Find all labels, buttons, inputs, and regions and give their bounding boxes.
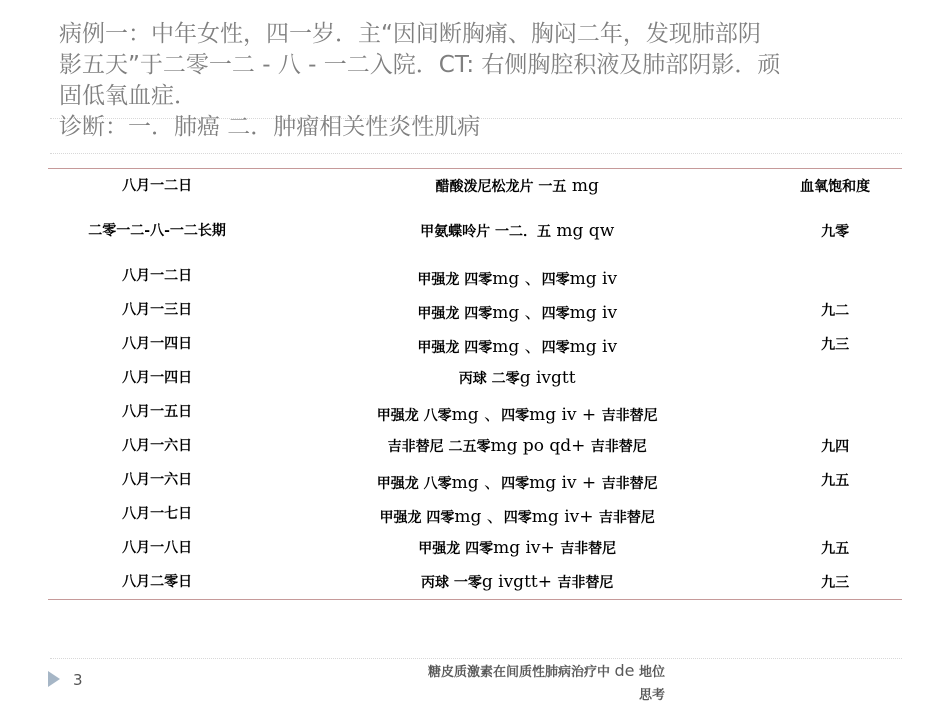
dose-text: mg 、 bbox=[454, 506, 504, 527]
medication-name-text: 四零 bbox=[541, 271, 570, 288]
header-med-latin: mg bbox=[566, 176, 599, 196]
row-date: 八月二零日 bbox=[122, 574, 193, 590]
table-row bbox=[48, 327, 902, 361]
dose-text: mg iv + bbox=[529, 404, 602, 425]
dose-text: mg po qd+ bbox=[490, 436, 591, 456]
dose-text: mg iv bbox=[569, 336, 618, 357]
table-row bbox=[48, 429, 902, 463]
medication-name-text: 四零 bbox=[541, 339, 570, 356]
table-row bbox=[48, 395, 902, 429]
medication-name-text: 吉非替尼 bbox=[598, 509, 655, 526]
row-date: 八月一二日 bbox=[122, 268, 193, 284]
medication-name-text: 甲强龙 四零 bbox=[379, 509, 455, 526]
footer-title-line-2: 思考 bbox=[638, 688, 665, 703]
row-medication bbox=[266, 463, 768, 497]
footer-title bbox=[320, 659, 665, 707]
row-date: 二零一二-八-一二长期 bbox=[88, 223, 226, 239]
row-oxygen-saturation: 九四 bbox=[821, 439, 850, 455]
medication-name-text: 四零 bbox=[501, 407, 530, 424]
row-oxygen-saturation bbox=[768, 259, 902, 293]
header-med-cjk: 醋酸泼尼松龙片 一五 bbox=[435, 179, 567, 195]
medication-name-text: 吉非替尼 bbox=[601, 475, 658, 492]
row-date: 八月一六日 bbox=[122, 438, 193, 454]
medication-name-text: 甲强龙 四零 bbox=[417, 305, 493, 322]
medication-name-text: 吉非替尼 bbox=[560, 541, 617, 557]
case-line-2: 影五天”于二零一二 - 八 - 一二入院．CT: 右侧胸腔积液及肺部阴影．顽 bbox=[59, 52, 781, 78]
diagnosis-line: 诊断：一．肺癌 二．肿瘤相关性炎性肌病 bbox=[59, 114, 481, 140]
divider-mid bbox=[50, 153, 902, 154]
row-oxygen-saturation bbox=[768, 395, 902, 429]
footer-title-part1: 糖皮质激素在间质性肺病治疗中 bbox=[427, 665, 615, 680]
case-line-3: 固低氧血症． bbox=[59, 83, 197, 109]
dose-text: g ivgtt bbox=[519, 368, 576, 388]
page-number: 3 bbox=[73, 671, 83, 689]
medication-name-text: 四零 bbox=[541, 305, 570, 322]
dose-text: mg 、 bbox=[451, 472, 502, 493]
dose-text: mg iv+ bbox=[493, 538, 561, 558]
table-row bbox=[48, 497, 902, 531]
header-oxygen-saturation: 血氧饱和度 bbox=[800, 179, 871, 195]
case-description bbox=[59, 19, 909, 143]
row-medication bbox=[266, 361, 768, 395]
medication-name-text: 四零 bbox=[501, 475, 530, 492]
table-row bbox=[48, 565, 902, 600]
row-oxygen-saturation: 九零 bbox=[821, 224, 850, 240]
medication-name-text: 吉非替尼 bbox=[590, 439, 647, 455]
row-oxygen-saturation: 九五 bbox=[821, 473, 850, 489]
dose-text: mg 、 bbox=[451, 404, 502, 425]
dose-text: g ivgtt+ bbox=[481, 572, 558, 592]
row-medication bbox=[266, 531, 768, 565]
table-row bbox=[48, 361, 902, 395]
table-row bbox=[48, 293, 902, 327]
medication-name-text: 吉非替尼 二五零 bbox=[387, 439, 491, 455]
row-medication bbox=[266, 429, 768, 463]
dose-text: mg 、 bbox=[492, 302, 542, 323]
row-medication bbox=[266, 203, 768, 259]
footer-title-line-1 bbox=[320, 659, 665, 684]
medication-name-text: 丙球 一零 bbox=[420, 575, 482, 591]
row-medication bbox=[266, 293, 768, 327]
dose-text: mg 、 bbox=[492, 268, 542, 289]
row-date: 八月一五日 bbox=[122, 404, 193, 420]
medication-table bbox=[48, 168, 902, 600]
row-oxygen-saturation: 九三 bbox=[821, 337, 850, 353]
medication-name-text: 丙球 二零 bbox=[458, 371, 520, 387]
table-row bbox=[48, 203, 902, 259]
row-date: 八月一八日 bbox=[122, 540, 193, 556]
dose-text: mg iv + bbox=[529, 472, 602, 493]
row-oxygen-saturation bbox=[768, 361, 902, 395]
row-medication bbox=[266, 327, 768, 361]
medication-name-text: 吉非替尼 bbox=[601, 407, 658, 424]
medication-name-text: 吉非替尼 bbox=[557, 575, 614, 591]
footer-title-part2: 地位 bbox=[634, 665, 665, 680]
row-medication bbox=[266, 497, 768, 531]
row-date: 八月一三日 bbox=[122, 302, 193, 318]
medication-name-text: 甲氨蝶呤片 一二．五 bbox=[420, 224, 551, 240]
play-arrow-icon bbox=[48, 671, 60, 687]
row-medication bbox=[266, 565, 768, 600]
row-oxygen-saturation: 九二 bbox=[821, 303, 850, 319]
medication-name-text: 甲强龙 四零 bbox=[418, 541, 494, 557]
footer-title-de: de bbox=[614, 661, 635, 680]
medication-name-text: 甲强龙 八零 bbox=[376, 475, 452, 492]
case-line-1: 病例一：中年女性，四一岁．主“因间断胸痛、胸闷二年，发现肺部阴 bbox=[59, 21, 761, 47]
row-date: 八月一四日 bbox=[122, 336, 193, 352]
table-row bbox=[48, 463, 902, 497]
table-row bbox=[48, 531, 902, 565]
row-oxygen-saturation bbox=[768, 497, 902, 531]
row-date: 八月一七日 bbox=[122, 506, 193, 522]
row-oxygen-saturation: 九五 bbox=[821, 541, 850, 557]
dose-text: mg iv bbox=[569, 302, 618, 323]
medication-name-text: 四零 bbox=[503, 509, 532, 526]
dose-text: mg 、 bbox=[492, 336, 542, 357]
dose-text: mg iv+ bbox=[531, 506, 599, 527]
table-header-row bbox=[48, 169, 902, 204]
row-medication bbox=[266, 259, 768, 293]
medication-name-text: 甲强龙 四零 bbox=[417, 271, 493, 288]
dose-text: mg qw bbox=[551, 221, 615, 241]
dose-text: mg iv bbox=[569, 268, 618, 289]
row-oxygen-saturation: 九三 bbox=[821, 575, 850, 591]
row-date: 八月一六日 bbox=[122, 472, 193, 488]
header-date: 八月一二日 bbox=[122, 178, 193, 194]
row-date: 八月一四日 bbox=[122, 370, 193, 386]
medication-name-text: 甲强龙 四零 bbox=[417, 339, 493, 356]
medication-name-text: 甲强龙 八零 bbox=[376, 407, 452, 424]
row-medication bbox=[266, 395, 768, 429]
header-medication bbox=[266, 169, 768, 204]
table-row bbox=[48, 259, 902, 293]
